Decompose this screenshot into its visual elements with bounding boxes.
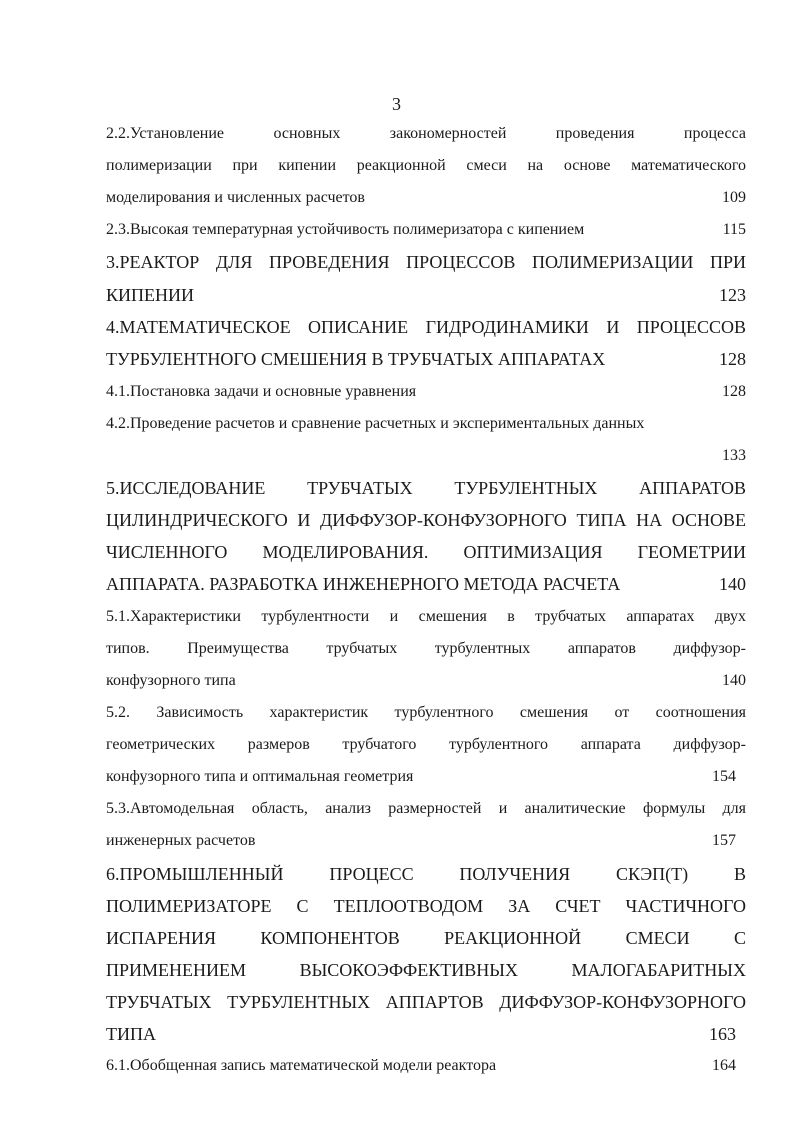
toc-entry bbox=[106, 1023, 746, 1045]
toc-entry-title: АППАРАТА. РАЗРАБОТКА ИНЖЕНЕРНОГО МЕТОДА РАСЧЕТА bbox=[106, 574, 621, 594]
toc-page-number: 115 bbox=[722, 221, 746, 238]
toc-entry-title: моделирования и численных расчетов bbox=[106, 189, 365, 206]
toc-line: ЧИСЛЕННОГО МОДЕЛИРОВАНИЯ. ОПТИМИЗАЦИЯ ГЕОМЕТРИИ bbox=[106, 542, 746, 562]
toc-line: 4.МАТЕМАТИЧЕСКОЕ ОПИСАНИЕ ГИДРОДИНАМИКИ И ПРОЦЕССОВ bbox=[106, 317, 746, 337]
toc-entry-title: инженерных расчетов bbox=[106, 832, 256, 849]
toc-entry-title: ТИПА bbox=[106, 1024, 156, 1044]
toc-entry bbox=[106, 348, 746, 370]
toc-line: 5.3.Автомодельная область, анализ размерностей и аналитические формулы для bbox=[106, 800, 746, 817]
toc-page-number: 140 bbox=[719, 574, 746, 594]
toc-entry bbox=[106, 284, 746, 306]
toc-line: 6.ПРОМЫШЛЕННЫЙ ПРОЦЕСС ПОЛУЧЕНИЯ СКЭП(Т) В bbox=[106, 864, 746, 884]
toc-line: 5.2. Зависимость характеристик турбулентного смешения от соотношения bbox=[106, 704, 746, 721]
toc-entry-title: КИПЕНИИ bbox=[106, 285, 194, 305]
toc-entry-title: конфузорного типа bbox=[106, 672, 236, 689]
toc-line: 4.2.Проведение расчетов и сравнение расчетных и экспериментальных данных bbox=[106, 415, 645, 432]
toc-page-number: 128 bbox=[719, 349, 746, 369]
page-number: 3 bbox=[392, 94, 401, 114]
toc-entry bbox=[106, 830, 746, 852]
toc-entry bbox=[106, 670, 746, 692]
toc-entry bbox=[106, 766, 746, 788]
toc-page-number: 157 bbox=[712, 832, 736, 849]
toc-line: полимеризации при кипении реакционной смеси на основе математического bbox=[106, 157, 746, 174]
toc-line: ТРУБЧАТЫХ ТУРБУЛЕНТНЫХ АППАРТОВ ДИФФУЗОР-КОНФУЗОРНОГО bbox=[106, 992, 746, 1012]
toc-line: типов. Преимущества трубчатых турбулентных аппаратов диффузор- bbox=[106, 640, 746, 657]
toc-line: 5.1.Характеристики турбулентности и смешения в трубчатых аппаратах двух bbox=[106, 608, 746, 625]
toc-entry bbox=[106, 381, 746, 403]
toc-line: 5.ИССЛЕДОВАНИЕ ТРУБЧАТЫХ ТУРБУЛЕНТНЫХ АППАРАТОВ bbox=[106, 478, 746, 498]
toc-entry-title: конфузорного типа и оптимальная геометрия bbox=[106, 768, 414, 785]
toc-line: 3.РЕАКТОР ДЛЯ ПРОВЕДЕНИЯ ПРОЦЕССОВ ПОЛИМЕРИЗАЦИИ ПРИ bbox=[106, 252, 746, 272]
toc-page-number: 163 bbox=[709, 1024, 736, 1044]
toc-line: ИСПАРЕНИЯ КОМПОНЕНТОВ РЕАКЦИОННОЙ СМЕСИ С bbox=[106, 928, 746, 948]
toc-line: ЦИЛИНДРИЧЕСКОГО И ДИФФУЗОР-КОНФУЗОРНОГО ТИПА НА ОСНОВЕ bbox=[106, 510, 746, 530]
toc-line: ПРИМЕНЕНИЕМ ВЫСОКОЭФФЕКТИВНЫХ МАЛОГАБАРИТНЫХ bbox=[106, 960, 746, 980]
toc-page-number: 140 bbox=[722, 672, 746, 689]
toc-page-number: 123 bbox=[719, 285, 746, 305]
toc-entry-title: 4.1.Постановка задачи и основные уравнения bbox=[106, 383, 417, 400]
toc-entry bbox=[106, 219, 746, 241]
toc-entry-title: 2.3.Высокая температурная устойчивость полимеризатора с кипением bbox=[106, 221, 585, 238]
toc-entry-title: ТУРБУЛЕНТНОГО СМЕШЕНИЯ В ТРУБЧАТЫХ АППАРАТАХ bbox=[106, 349, 606, 369]
toc-line: ПОЛИМЕРИЗАТОРЕ С ТЕПЛООТВОДОМ ЗА СЧЕТ ЧАСТИЧНОГО bbox=[106, 896, 746, 916]
toc-page-number: 154 bbox=[712, 768, 736, 785]
toc-line: 2.2.Установление основных закономерностей проведения процесса bbox=[106, 125, 746, 142]
toc-entry-title: 6.1.Обобщенная запись математической модели реактора bbox=[106, 1057, 497, 1074]
toc-entry bbox=[106, 1055, 746, 1077]
toc-entry bbox=[106, 187, 746, 209]
toc-page-number: 128 bbox=[722, 383, 746, 400]
toc-line: геометрических размеров трубчатого турбулентного аппарата диффузор- bbox=[106, 736, 746, 753]
toc-page-number: 133 bbox=[722, 447, 746, 464]
toc-page-number: 109 bbox=[722, 189, 746, 206]
toc-entry bbox=[106, 573, 746, 595]
toc-page-number: 164 bbox=[712, 1057, 736, 1074]
